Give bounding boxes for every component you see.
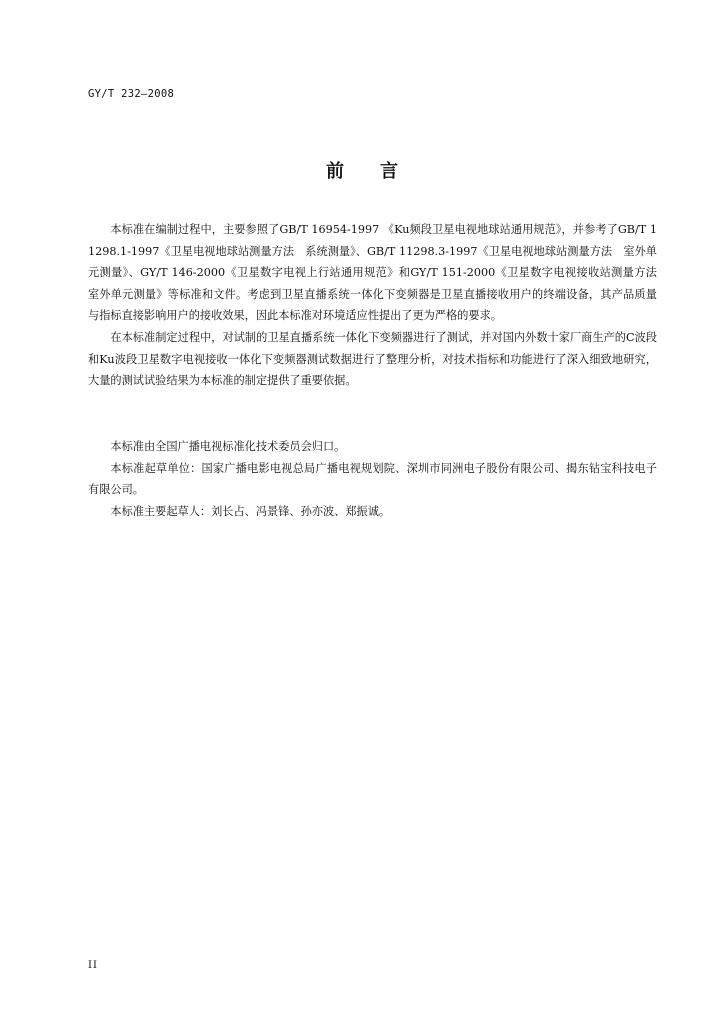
page-title [0, 157, 724, 183]
title-char-2: 言 [380, 161, 398, 182]
intro-paragraph-references: 本标准在编制过程中，主要参照了GB/T 16954-1997 《Ku频段卫星电视地球站通用规范》，并参考了GB/T 11298.1-1997《卫星电视地球站测量方法 系统测量》、GB/T 11298.3-1997《卫星电视地球站测量方法 室外单元测量》、GY/T 146-2000《卫星数字电视上行站通用规范》和GY/T 151-2000《卫星数字电视接收站测量方法 室外单元测量》等标准和文件。考虑到卫星直播系统一体化下变频器是卫星直播接收用户的终端设备，其产品质量与指标直接影响用户的接收效果，因此本标准对环境适应性提出了更为严格的要求。 [88, 223, 669, 323]
standard-code: GY/T 232—2008 [88, 88, 175, 100]
meta-paragraph-committee: 本标准由全国广播电视标准化技术委员会归口。 [110, 440, 346, 453]
page-number: II [88, 960, 98, 971]
intro-paragraph-testing: 在本标准制定过程中，对试制的卫星直播系统一体化下变频器进行了测试，并对国内外数十家厂商生产的C波段和Ku波段卫星数字电视接收一体化下变频器测试数据进行了整理分析，对技术指标和功能进行了深入细致地研究，大量的测试试验结果为本标准的制定提供了重要依据。 [88, 330, 657, 388]
meta-section [88, 436, 657, 522]
meta-paragraph-drafting-units: 本标准起草单位：国家广播电影电视总局广播电视规划院、深圳市同洲电子股份有限公司、揭东钻宝科技电子有限公司。 [88, 461, 657, 497]
meta-paragraph-drafters: 本标准主要起草人：刘长占、冯景锋、孙亦波、郑振诚。 [110, 504, 391, 518]
title-char-1: 前 [326, 161, 344, 182]
intro-section [88, 219, 669, 392]
